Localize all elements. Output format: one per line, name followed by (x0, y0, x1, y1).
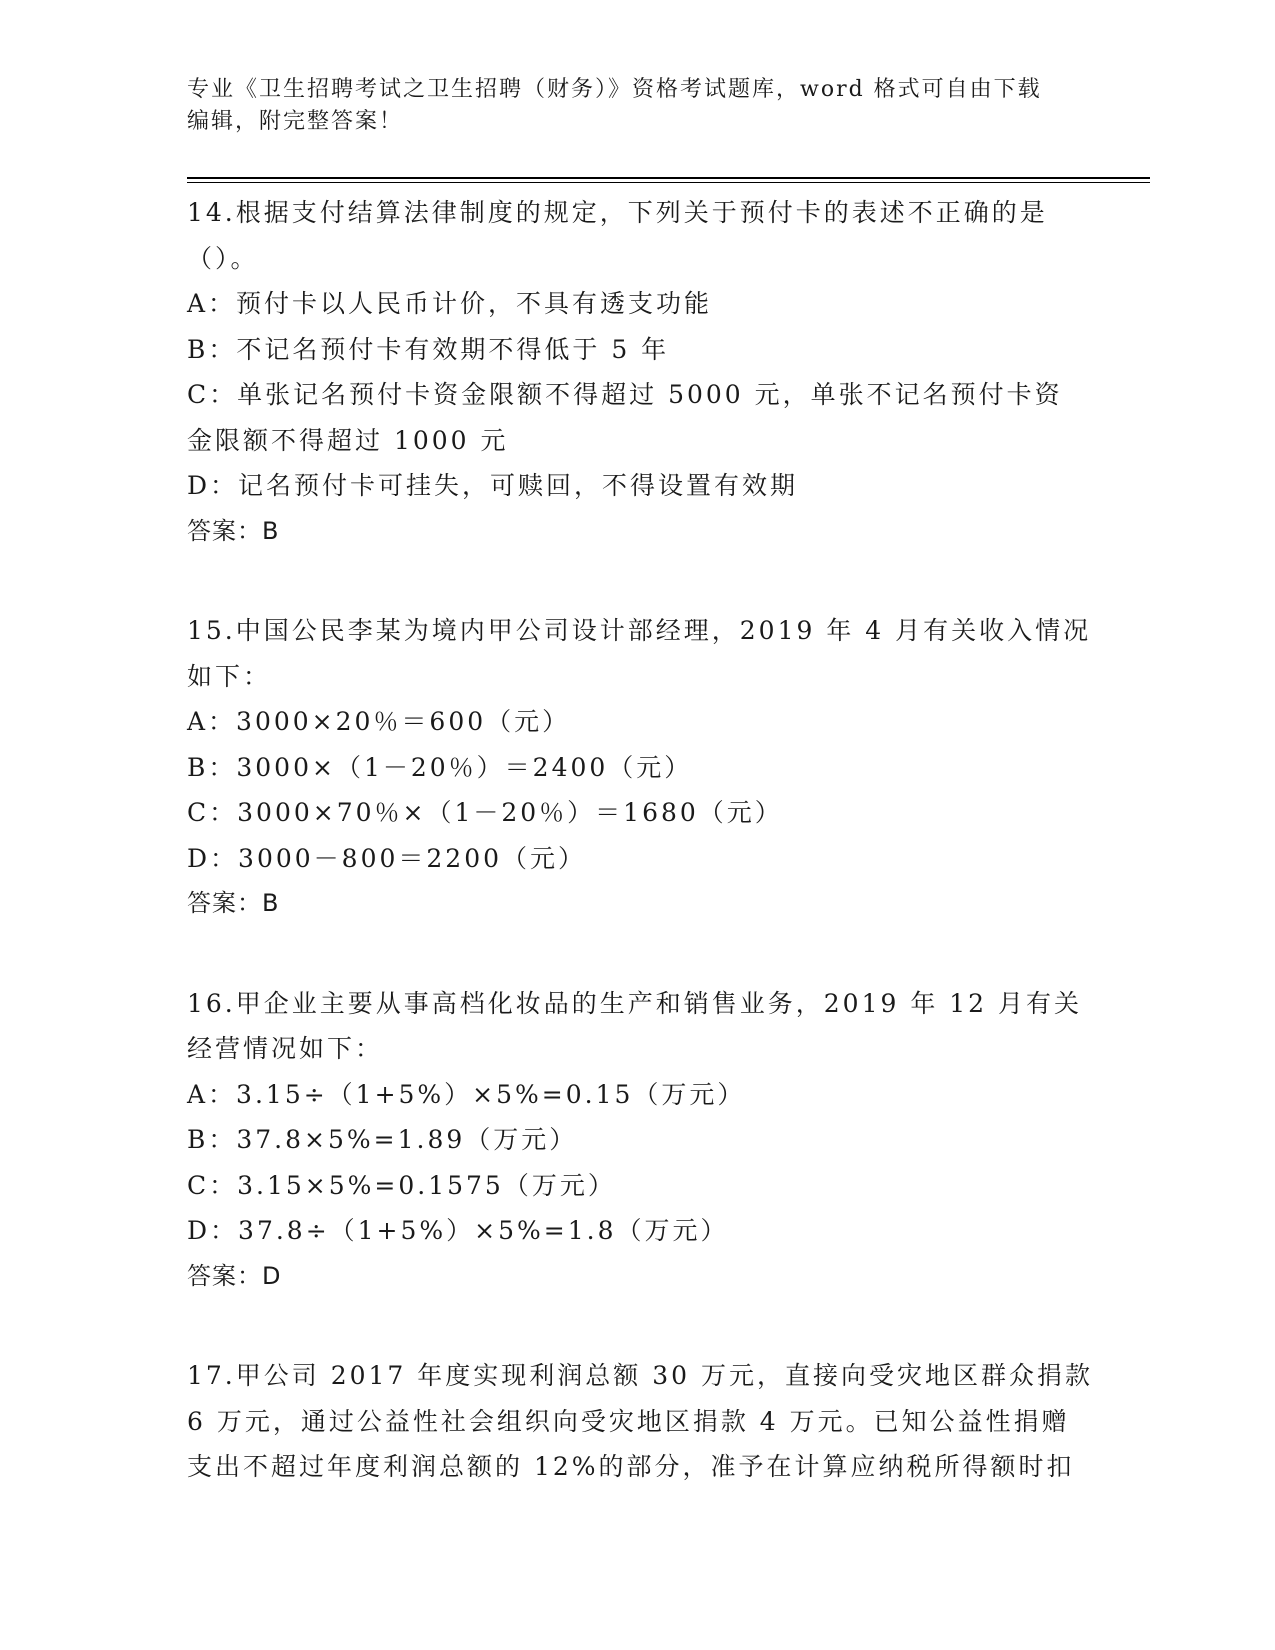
question-stem-line: 17.甲公司 2017 年度实现利润总额 30 万元，直接向受灾地区群众捐款 (187, 1361, 1093, 1390)
answer-label: 答案：B (187, 889, 280, 917)
question-stem-line: 经营情况如下： (187, 1034, 384, 1063)
option-d: D：记名预付卡可挂失，可赎回，不得设置有效期 (187, 471, 799, 500)
option-c: C：单张记名预付卡资金限额不得超过 5000 元，单张不记名预付卡资 (187, 380, 1063, 409)
header-rule-thin (187, 182, 1150, 183)
answer-label: 答案：D (187, 1261, 282, 1290)
question-list (187, 190, 1093, 1544)
question-stem-line: 16.甲企业主要从事高档化妆品的生产和销售业务，2019 年 12 月有关 (187, 988, 1083, 1018)
header-rule-thick (187, 177, 1150, 179)
answer-label: 答案：B (187, 516, 280, 545)
question-stem-line: 如下： (187, 661, 272, 691)
header-line-1: 专业《卫生招聘考试之卫生招聘（财务）》资格考试题库，word 格式可自由下载 (187, 77, 1042, 102)
document-header (187, 74, 1067, 138)
option-c: C：3.15×5%=0.1575（万元） (187, 1170, 616, 1200)
option-b: B：37.8×5%=1.89（万元） (187, 1125, 578, 1154)
question-stem-line: 15.中国公民李某为境内甲公司设计部经理，2019 年 4 月有关收入情况 (187, 616, 1092, 645)
option-b: B：不记名预付卡有效期不得低于 5 年 (187, 334, 670, 364)
header-line-2: 编辑，附完整答案！ (187, 109, 404, 134)
option-b: B：3000×（1－20％）＝2400（元） (187, 752, 693, 782)
question-15 (187, 608, 1092, 927)
question-16 (187, 981, 1087, 1300)
question-stem-line: 14.根据支付结算法律制度的规定，下列关于预付卡的表述不正确的是 (187, 198, 1048, 227)
question-stem-line: 支出不超过年度利润总额的 12%的部分，准予在计算应纳税所得额时扣 (187, 1452, 1075, 1481)
option-c: C：3000×70％×（1－20％）＝1680（元） (187, 798, 783, 827)
question-stem-line: （）。 (187, 243, 259, 273)
question-17 (187, 1353, 1093, 1490)
option-c-continued: 金限额不得超过 1000 元 (187, 425, 509, 455)
question-14 (187, 190, 1087, 554)
question-stem-line: 6 万元，通过公益性社会组织向受灾地区捐款 4 万元。已知公益性捐赠 (187, 1406, 1070, 1436)
option-d: D：3000－800＝2200（元） (187, 843, 587, 873)
option-a: A：预付卡以人民币计价，不具有透支功能 (187, 289, 713, 318)
option-a: A：3.15÷（1+5%）×5%=0.15（万元） (187, 1079, 746, 1109)
option-a: A：3000×20％＝600（元） (187, 707, 571, 736)
option-d: D：37.8÷（1+5%）×5%=1.8（万元） (187, 1216, 729, 1245)
